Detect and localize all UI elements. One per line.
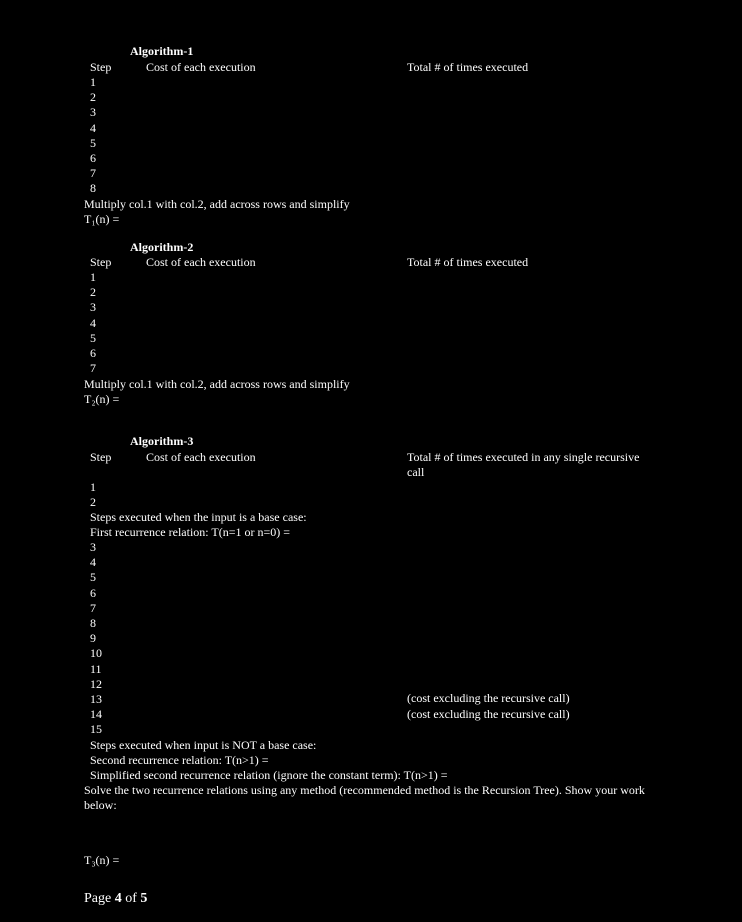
algo1-col-step: Step [90,60,112,74]
algo3-result: T₃(n) = [84,853,120,867]
algo2-result: T₂(n) = [84,392,120,406]
algo3-first-recurrence: First recurrence relation: T(n=1 or n=0) = [90,525,291,539]
algo3-step: 8 [90,615,96,630]
algo1-col-total: Total # of times executed [407,60,529,74]
page-current: 4 [114,891,122,906]
algo2-col-step: Step [90,255,112,269]
algo2-title: Algorithm-2 [130,240,194,254]
algo3-col-step: Step [90,450,112,464]
algo3-step: 12 [90,676,102,691]
algo3-col-total-cont: call [407,465,425,479]
algo3-solve-instruction: Solve the two recurrence relations using any method (recommended method is the Recursion Tree). Show your work [84,783,645,797]
algo3-col-cost: Cost of each execution [146,450,256,464]
algo3-step: 10 [90,646,102,661]
algo2-col-cost: Cost of each execution [146,255,256,269]
algo1-instruction: Multiply col.1 with col.2, add across rows and simplify [84,197,350,211]
page-mid: of [121,891,141,906]
algo3-note-14: (cost excluding the recursive call) [407,707,570,721]
algo2-step: 4 [90,315,96,330]
algo3-not-base-case-label: Steps executed when input is NOT a base case: [90,738,317,752]
page-total: 5 [140,891,148,906]
algo1-step: 1 [90,75,96,89]
page-number [84,891,147,906]
algo3-title: Algorithm-3 [130,434,194,448]
algo3-step: 11 [90,661,102,676]
algo2-step: 3 [90,300,96,315]
algo3-step: 7 [90,600,96,615]
algo3-second-recurrence: Second recurrence relation: T(n>1) = [90,753,269,767]
algo3-step: 9 [90,631,96,646]
algo3-step-list-a [90,480,96,510]
algo2-step: 5 [90,330,96,345]
algo3-step: 6 [90,585,96,600]
algo3-step-list-b [90,540,102,737]
algo3-step: 13 [90,691,102,706]
algo2-instruction: Multiply col.1 with col.2, add across rows and simplify [84,377,350,391]
algo1-step: 6 [90,150,96,165]
algo1-col-cost: Cost of each execution [146,60,256,74]
algo3-simplified-recurrence: Simplified second recurrence relation (ignore the constant term): T(n>1) = [90,768,448,782]
algo2-step: 7 [90,361,96,376]
algo1-step: 3 [90,105,96,120]
algo1-title: Algorithm-1 [130,44,194,58]
algo3-base-case-label: Steps executed when the input is a base case: [90,510,307,524]
algo3-step: 3 [90,540,96,554]
page-prefix: Page [84,891,115,906]
algo1-step: 5 [90,135,96,150]
algo2-step: 6 [90,345,96,360]
algo3-solve-instruction-cont: below: [84,798,117,812]
algo1-step: 4 [90,120,96,135]
algo3-step: 4 [90,555,96,570]
algo3-col-total: Total # of times executed in any single recursive [407,450,640,464]
algo1-step: 8 [90,181,96,196]
algo3-step: 15 [90,722,102,737]
algo1-step-list [90,75,96,197]
algo1-step: 2 [90,90,96,105]
algo2-step: 2 [90,285,96,300]
algo3-step: 5 [90,570,96,585]
algo1-step: 7 [90,166,96,181]
algo2-step-list [90,270,96,376]
algo3-step: 14 [90,707,102,722]
algo2-step: 1 [90,270,96,284]
algo3-note-13: (cost excluding the recursive call) [407,691,570,705]
algo3-step: 2 [90,495,96,510]
algo1-result: T₁(n) = [84,212,120,226]
algo3-step: 1 [90,480,96,494]
algo2-col-total: Total # of times executed [407,255,529,269]
